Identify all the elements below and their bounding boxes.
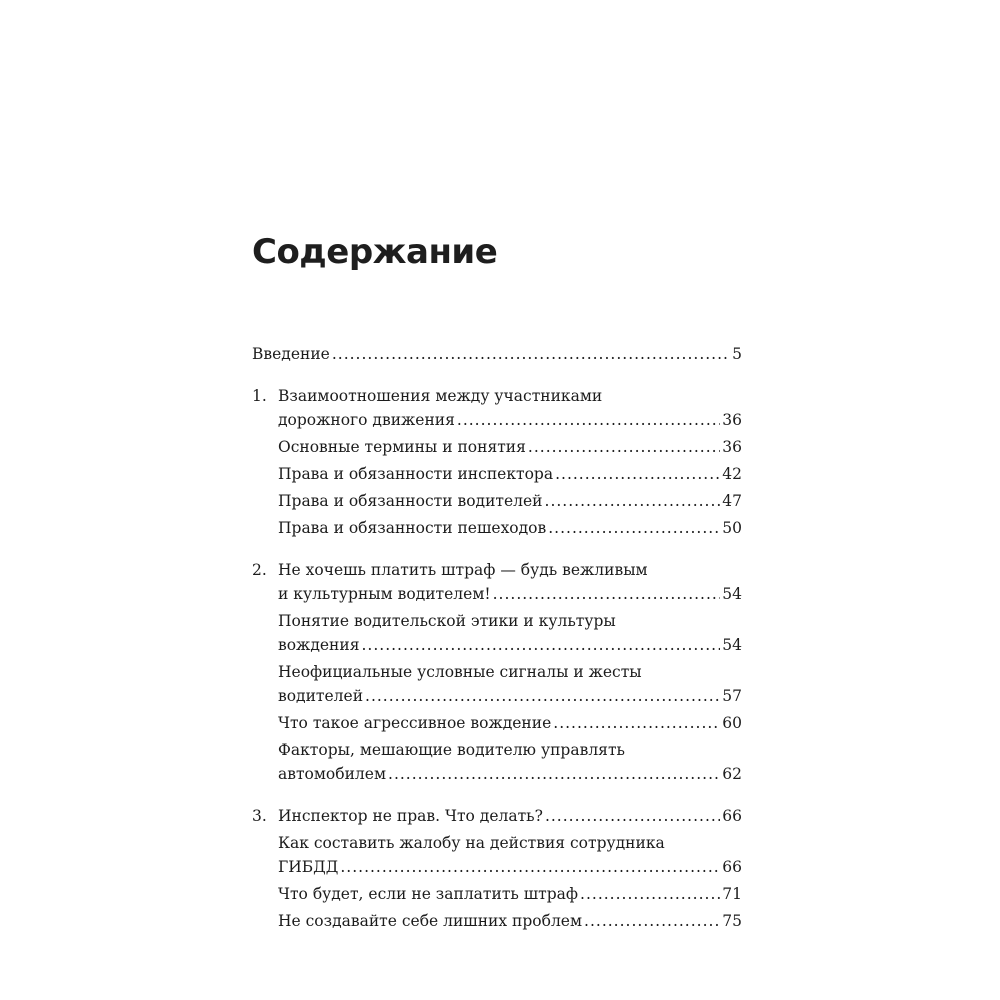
toc-section (278, 435, 742, 459)
toc-section (278, 462, 742, 486)
dot-leader (388, 762, 720, 786)
dot-leader (553, 711, 720, 735)
chapter-title-row (278, 804, 742, 828)
section-title: водителей (278, 687, 364, 705)
page-title: Содержание (252, 232, 498, 272)
chapter-title-row (278, 582, 742, 606)
toc-page-number: 57 (722, 687, 742, 705)
toc-chapter-2 (252, 558, 742, 786)
section-title: Права и обязанности пешеходов (278, 519, 547, 537)
toc-page-number: 5 (732, 345, 742, 363)
toc-page-number: 66 (722, 807, 742, 825)
chapter-number: 1. (252, 387, 267, 405)
toc-page-number: 75 (722, 912, 742, 930)
toc-section (278, 660, 742, 708)
toc-section (278, 909, 742, 933)
section-title-line: Понятие водительской этики и культуры (278, 612, 616, 630)
toc-chapter-1 (252, 384, 742, 540)
toc-page-number: 66 (722, 858, 742, 876)
toc-section (278, 609, 742, 657)
dot-leader (580, 882, 720, 906)
toc-section (278, 489, 742, 513)
chapter-number: 3. (252, 807, 267, 825)
section-title: Что такое агрессивное вождение (278, 714, 552, 732)
toc-page-number: 36 (722, 438, 742, 456)
chapter-title-row (278, 408, 742, 432)
dot-leader (584, 909, 720, 933)
dot-leader (528, 435, 720, 459)
dot-leader (361, 633, 720, 657)
toc-section (278, 831, 742, 879)
toc-section (278, 516, 742, 540)
section-title: Не создавайте себе лишних проблем (278, 912, 583, 930)
toc-page-number: 54 (722, 585, 742, 603)
toc-page-number: 54 (722, 636, 742, 654)
section-title-line: Факторы, мешающие водителю управлять (278, 741, 625, 759)
toc-page-number: 42 (722, 465, 742, 483)
section-title: Что будет, если не заплатить штраф (278, 885, 579, 903)
table-of-contents (252, 342, 742, 951)
dot-leader (457, 408, 720, 432)
dot-leader (548, 516, 720, 540)
section-title-line: Как составить жалобу на действия сотрудника (278, 834, 665, 852)
toc-page-number: 71 (722, 885, 742, 903)
chapter-title-line: дорожного движения (278, 411, 455, 429)
toc-chapter-3 (252, 804, 742, 933)
section-title: Права и обязанности инспектора (278, 465, 554, 483)
section-title: вождения (278, 636, 360, 654)
toc-entry-text: Введение (252, 345, 330, 363)
chapter-title-line: и культурным водителем! (278, 585, 491, 603)
section-title-line: Неофициальные условные сигналы и жесты (278, 663, 642, 681)
toc-section (278, 711, 742, 735)
section-title: ГИБДД (278, 858, 339, 876)
toc-page-number: 47 (722, 492, 742, 510)
section-title: Основные термины и понятия (278, 438, 526, 456)
toc-page-number: 50 (722, 519, 742, 537)
dot-leader (545, 804, 720, 828)
chapter-number: 2. (252, 561, 267, 579)
toc-entry-intro (252, 342, 742, 366)
toc-section (278, 738, 742, 786)
toc-page-number: 62 (722, 765, 742, 783)
section-title: автомобилем (278, 765, 387, 783)
chapter-title-line: Инспектор не прав. Что делать? (278, 807, 543, 825)
chapter-title-line: Взаимоотношения между участниками (278, 387, 603, 405)
dot-leader (493, 582, 721, 606)
dot-leader (332, 342, 730, 366)
section-title: Права и обязанности водителей (278, 492, 543, 510)
toc-section (278, 882, 742, 906)
toc-page-number: 36 (722, 411, 742, 429)
dot-leader (365, 684, 720, 708)
dot-leader (545, 489, 721, 513)
toc-page-number: 60 (722, 714, 742, 732)
dot-leader (340, 855, 720, 879)
chapter-title-line: Не хочешь платить штраф — будь вежливым (278, 561, 648, 579)
dot-leader (555, 462, 720, 486)
